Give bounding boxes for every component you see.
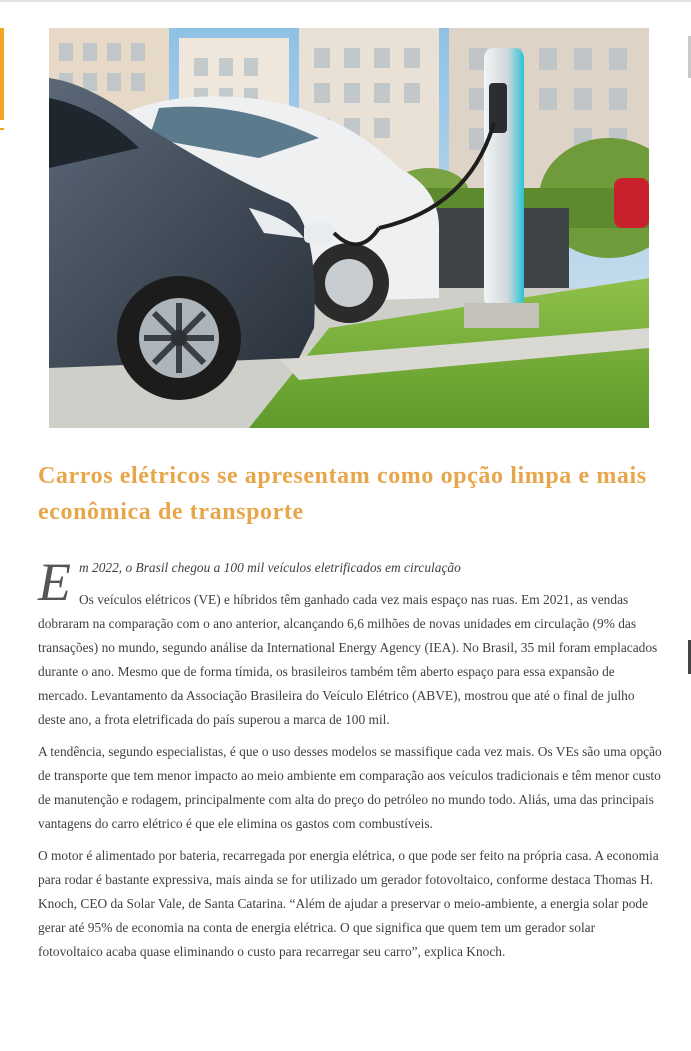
drop-cap: E [38, 552, 71, 612]
article-lead: m 2022, o Brasil chegou a 100 mil veículos eletrificados em circulação [79, 560, 461, 575]
article-title: Carros elétricos se apresentam como opção limpa e mais econômica de transporte [38, 463, 647, 525]
top-border [0, 0, 691, 2]
left-accent-bar [0, 28, 4, 120]
article-paragraph: O motor é alimentado por bateria, recarregada por energia elétrica, o que pode ser feito na própria casa. A economia para rodar é bastante expressiva, mais ainda se for utilizado um gerador fotovoltaico, conforme destaca Thomas H. Knoch, CEO da Solar Vale, de Santa Catarina. “Além de ajudar a preservar o meio-ambiente, a energia solar pode gerar até 95% de economia na conta de energia elétrica. O que significa que quem tem um gerador solar fotovoltaico acaba quase eliminando o custo para recarregar seu carro”, explica Knoch. [38, 848, 659, 959]
article-body [38, 552, 663, 972]
article-paragraph: A tendência, segundo especialistas, é que o uso desses modelos se massifique cada vez mais. Os VEs são uma opção de transporte que tem menor impacto ao meio ambiente em comparação aos veículos tradicionais e têm menor custo de manutenção e rodagem, principalmente com alta do preço do petróleo no mundo todo. Aliás, uma das principais vantagens do carro elétrico é que ele elimina os gastos com combustíveis. [38, 744, 662, 831]
left-accent-tick [0, 128, 4, 130]
article-hero-image [49, 28, 649, 428]
article-paragraph: Os veículos elétricos (VE) e híbridos têm ganhado cada vez mais espaço nas ruas. Em 2021, as vendas dobraram na comparação com o ano anterior, alcançando 6,6 milhões de novas unidades em circulação (9% das transações) no mundo, segundo análise da International Energy Agency (IEA). No Brasil, 35 mil foram emplacados durante o ano. Mesmo que de forma tímida, os brasileiros também têm aberto espaço para essa expansão de mercado. Levantamento da Associação Brasileira do Veículo Elétrico (ABVE), mostrou que até o final de julho deste ano, a frota eletrificada do país superou a marca de 100 mil. [38, 592, 658, 727]
